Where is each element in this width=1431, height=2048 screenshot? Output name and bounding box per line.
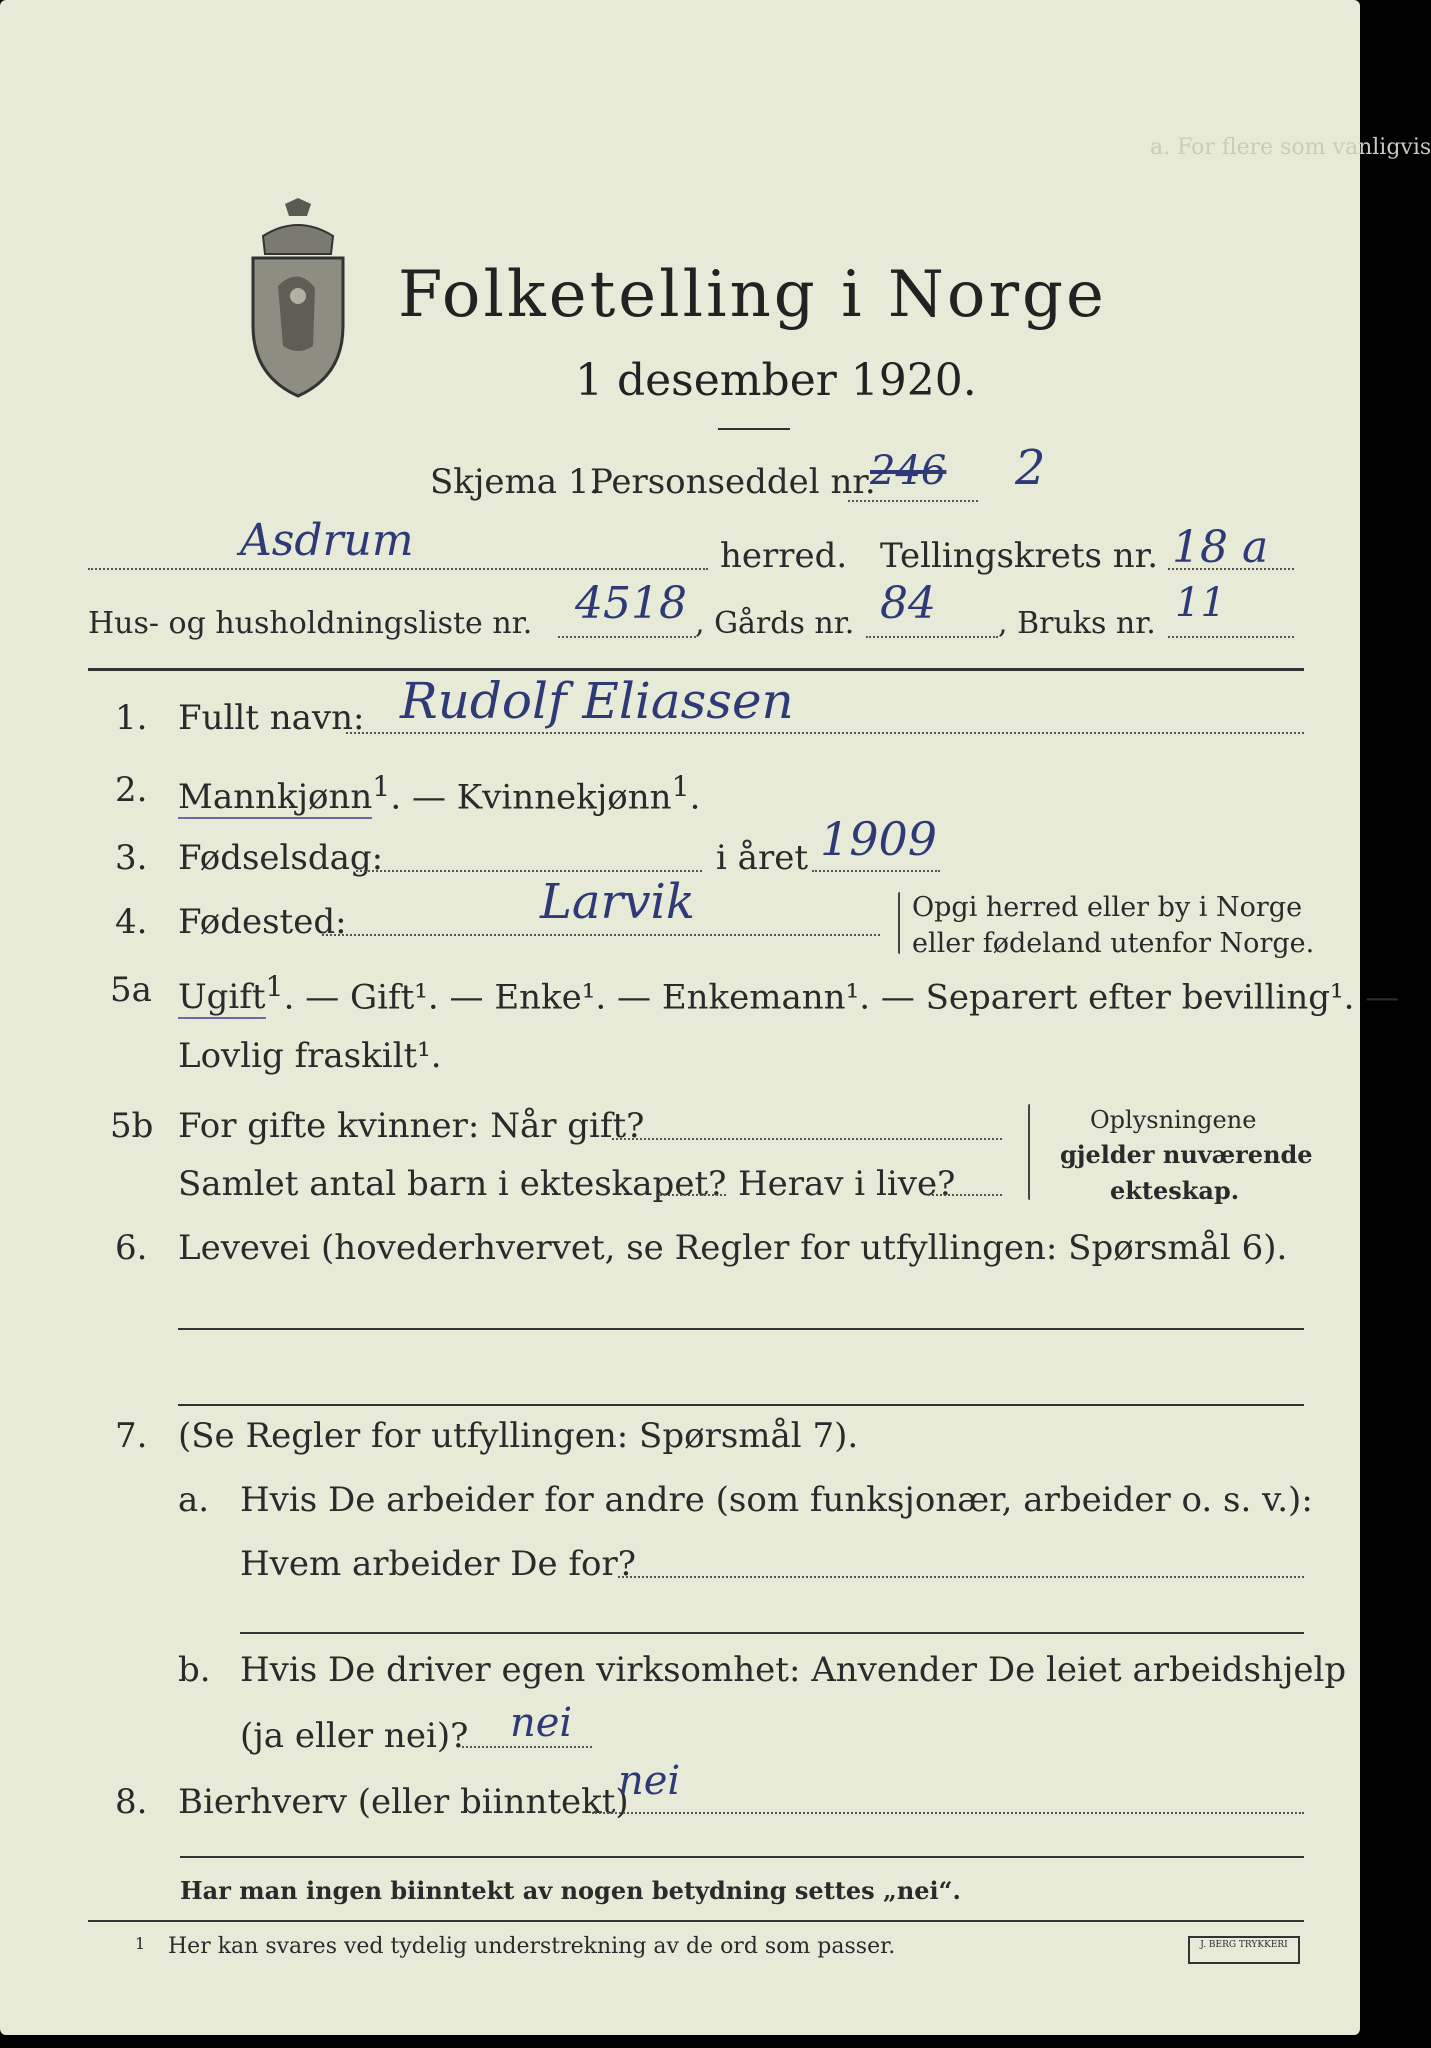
q7b-question: (ja eller nei)?	[240, 1716, 469, 1756]
q2-number: 2.	[115, 770, 148, 810]
tellingskrets-value: 18 a	[1172, 522, 1269, 573]
printer-stamp: J. BERG TRYKKERI	[1188, 1936, 1300, 1964]
q4-label: Fødested:	[178, 902, 347, 942]
q7b-letter: b.	[178, 1650, 211, 1690]
full-name-value: Rudolf Eliassen	[400, 672, 794, 730]
gards-label: , Gårds nr.	[695, 606, 855, 641]
q6-answer-line-2	[178, 1404, 1304, 1406]
skjema-label: Skjema 1.	[430, 462, 601, 502]
q6-number: 6.	[115, 1228, 148, 1268]
q6-answer-line-1	[178, 1328, 1304, 1330]
q5b-note-2: gjelder nuværende	[1060, 1140, 1313, 1169]
q8-number: 8.	[115, 1782, 148, 1822]
q5b-label-3: Herav i live?	[738, 1164, 956, 1204]
herred-value: Asdrum	[240, 515, 414, 566]
footnote-mark: 1	[135, 1934, 146, 1953]
q7b-value: nei	[510, 1700, 573, 1746]
q7a-letter: a.	[178, 1480, 210, 1520]
header-rule	[88, 668, 1304, 671]
q4-number: 4.	[115, 902, 148, 942]
birthplace-value: Larvik	[540, 874, 695, 930]
q5a-line2: Lovlig fraskilt¹.	[178, 1036, 442, 1076]
q5a-number: 5a	[110, 970, 152, 1010]
kvinnekjonn-option: Kvinnekjønn	[456, 777, 672, 818]
bleed-through: a. For flere som vanligvis	[1150, 135, 1431, 160]
personseddel-value: 2	[1015, 440, 1046, 496]
q5b-label-1: For gifte kvinner: Når gift?	[178, 1106, 645, 1146]
q5b-number: 5b	[110, 1106, 154, 1146]
q3-number: 3.	[115, 838, 148, 878]
q5b-label-2: Samlet antal barn i ekteskapet?	[178, 1164, 727, 1204]
birth-year-value: 1909	[820, 812, 938, 866]
q6-label: Levevei (hovederhvervet, se Regler for utfyllingen: Spørsmål 6).	[178, 1228, 1288, 1268]
q1-label: Fullt navn:	[178, 698, 365, 738]
q7a-answer-line	[240, 1632, 1304, 1634]
q7a-text: Hvis De arbeider for andre (som funksjonær, arbeider o. s. v.):	[240, 1480, 1313, 1520]
gards-value: 84	[880, 578, 936, 629]
q7a-question: Hvem arbeider De for?	[240, 1544, 636, 1584]
form-title: Folketelling i Norge	[398, 258, 1107, 332]
q8-value: nei	[618, 1758, 681, 1804]
q1-number: 1.	[115, 698, 148, 738]
personseddel-label: Personseddel nr.	[590, 462, 876, 502]
ugift-option: Ugift	[178, 977, 266, 1018]
bruks-label: , Bruks nr.	[998, 606, 1156, 641]
q8-label: Bierhverv (eller biinntekt)	[178, 1782, 629, 1822]
q2-options: Mannkjønn$^1$. — Kvinnekjønn$^1$.	[178, 770, 701, 818]
hus-value: 4518	[575, 578, 687, 629]
q7-label: (Se Regler for utfyllingen: Spørsmål 7).	[178, 1416, 859, 1456]
biinntekt-note: Har man ingen biinntekt av nogen betydning settes „nei“.	[180, 1876, 961, 1905]
norwegian-lion-icon	[243, 196, 353, 401]
herred-label: herred.	[720, 536, 848, 576]
birthplace-note-2: eller fødeland utenfor Norge.	[912, 928, 1315, 959]
q8-answer-line	[180, 1856, 1304, 1858]
aret-label: i året	[716, 838, 808, 878]
bruks-value: 11	[1175, 580, 1226, 626]
mannkjonn-option: Mannkjønn	[178, 777, 373, 818]
q5b-note-1: Oplysningene	[1090, 1106, 1257, 1134]
tellingskrets-label: Tellingskrets nr.	[880, 536, 1159, 576]
hus-label: Hus- og husholdningsliste nr.	[88, 606, 533, 641]
q7b-text: Hvis De driver egen virksomhet: Anvender De leiet arbeidshjelp	[240, 1650, 1347, 1690]
q3-label: Fødselsdag:	[178, 838, 384, 878]
footnote-text: Her kan svares ved tydelig understrekning av de ord som passer.	[168, 1934, 896, 1959]
q7-number: 7.	[115, 1416, 148, 1456]
personseddel-struck: 246	[870, 448, 947, 494]
footer-rule	[88, 1920, 1304, 1922]
birthplace-note-1: Opgi herred eller by i Norge	[912, 892, 1303, 923]
q5a-options: Ugift$^1$. — Gift¹. — Enke¹. — Enkemann¹. — Separert efter bevilling¹. —	[178, 970, 1400, 1018]
form-date: 1 desember 1920.	[575, 355, 977, 406]
title-divider	[718, 428, 790, 430]
q5b-note-3: ekteskap.	[1110, 1176, 1240, 1205]
